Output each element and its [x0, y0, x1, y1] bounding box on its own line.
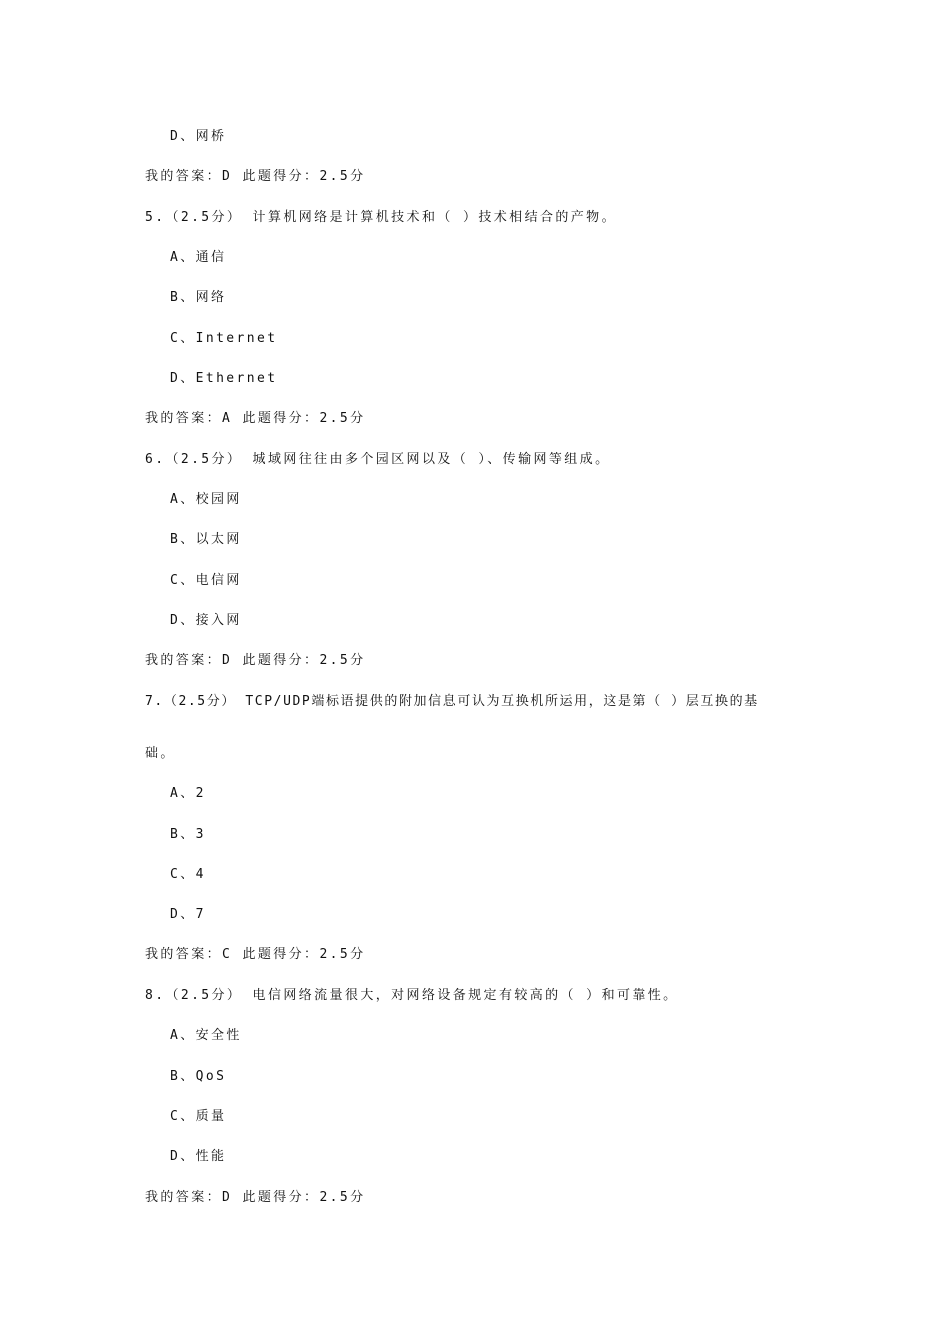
- q7-option-a: A、2: [170, 786, 206, 801]
- q8-option-b: B、QoS: [170, 1069, 227, 1084]
- q6-question: 6.（2.5分） 城域网往往由多个园区网以及（ ）、传输网等组成。: [145, 452, 611, 467]
- q5-my-answer: 我的答案：A 此题得分：2.5分: [145, 411, 366, 426]
- q6-option-a: A、校园网: [170, 492, 242, 507]
- q5-option-c: C、Internet: [170, 331, 278, 346]
- q7-option-d: D、7: [170, 907, 206, 922]
- q7-my-answer: 我的答案：C 此题得分：2.5分: [145, 947, 366, 962]
- q5-option-d: D、Ethernet: [170, 371, 278, 386]
- q8-question: 8.（2.5分） 电信网络流量很大，对网络设备规定有较高的（ ）和可靠性。: [145, 988, 679, 1003]
- q8-option-a: A、安全性: [170, 1028, 242, 1043]
- q8-option-d: D、性能: [170, 1149, 227, 1164]
- q4-my-answer: 我的答案：D 此题得分：2.5分: [145, 169, 366, 184]
- q6-option-b: B、以太网: [170, 532, 242, 547]
- q5-option-a: A、通信: [170, 250, 227, 265]
- q8-my-answer: 我的答案：D 此题得分：2.5分: [145, 1190, 366, 1205]
- q7-option-b: B、3: [170, 827, 206, 842]
- q4-option-d: D、网桥: [170, 129, 227, 144]
- q7-question-continued: 础。: [145, 746, 176, 761]
- q8-option-c: C、质量: [170, 1109, 227, 1124]
- q6-option-c: C、电信网: [170, 573, 242, 588]
- q6-my-answer: 我的答案：D 此题得分：2.5分: [145, 653, 366, 668]
- q5-option-b: B、网络: [170, 290, 227, 305]
- q5-question: 5.（2.5分） 计算机网络是计算机技术和（ ）技术相结合的产物。: [145, 210, 617, 225]
- q7-question: 7.（2.5分） TCP/UDP端标语提供的附加信息可认为互换机所运用，这是第（ ）层互换的基: [145, 694, 759, 709]
- q6-option-d: D、接入网: [170, 613, 242, 628]
- q7-option-c: C、4: [170, 867, 206, 882]
